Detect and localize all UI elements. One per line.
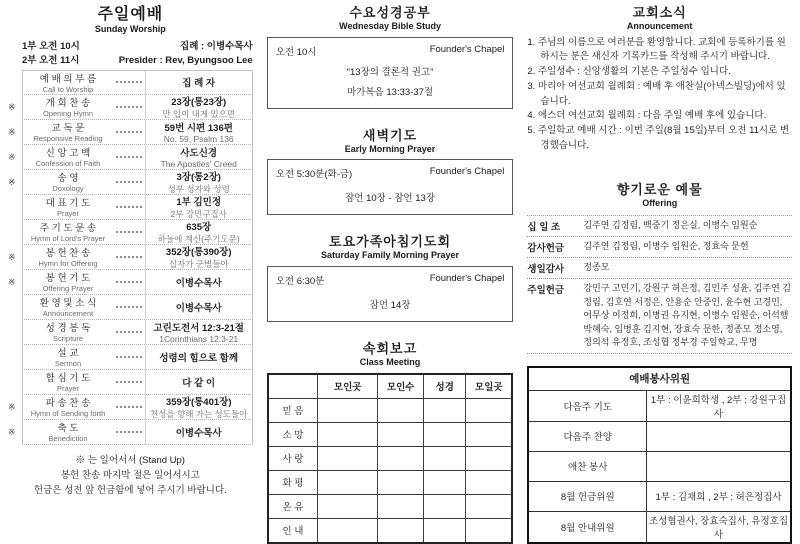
order-value-main: 이병수목사 (175, 277, 222, 289)
section-box (267, 159, 514, 215)
order-value-sub: 하늘에 계신(주기도문) (157, 233, 240, 244)
meeting-passage: 잠언 10장 - 잠언 13장 (345, 193, 435, 205)
section-subtitle: Wednesday Bible Study (339, 20, 441, 31)
order-label-eng: Hymn of Lord's Prayer (30, 234, 106, 244)
offering-names: 김주연 김정림, 백중기 정은실, 이병수 임원순 (583, 220, 758, 231)
empty-cell (318, 398, 378, 422)
order-label-eng: Benediction (48, 434, 88, 444)
order-value-sub: 만 입이 내게 있으면 (162, 108, 236, 119)
section-subtitle: Early Morning Prayer (344, 143, 436, 154)
dotted-leader (113, 270, 145, 294)
empty-cell (318, 518, 378, 543)
volunteer-row (528, 390, 791, 421)
worship-order-row (8, 195, 253, 220)
presider-eng: Presider : Rev, Byungsoo Lee (118, 54, 253, 66)
order-value-main: 3장(통2장) (176, 171, 221, 183)
worship-order-row (8, 370, 253, 395)
order-value-main: 23장(통23장) (171, 96, 227, 108)
order-value-main: 59번 시편 136편 (164, 122, 233, 134)
stand-up-mark: ※ (8, 426, 16, 437)
volunteer-role: 8월 안내위원 (528, 511, 646, 543)
stand-up-mark (8, 320, 22, 345)
offering-names: 김주연 김정림, 이병수 임원순, 정효숙 문헌 (583, 241, 749, 252)
dotted-leader (113, 295, 145, 319)
early-morning-prayer-section (267, 129, 514, 216)
meeting-place: Founder's Chapel (429, 43, 505, 55)
weekly-meetings-panel (267, 5, 514, 538)
presider (119, 40, 253, 68)
dotted-leader (113, 220, 145, 244)
stand-up-mark: ※ (8, 151, 16, 162)
worship-notes (8, 453, 253, 499)
empty-cell (318, 446, 378, 470)
order-value-main: 이병수목사 (175, 302, 222, 314)
class-meeting-header-row (268, 374, 513, 399)
announcement-item: 1. 주님의 이름으로 여러분을 환영합니다. 교회에 등록하기를 원하시는 분은 새신자 기록카드를 작성해 주시기 바랍니다. (527, 36, 786, 63)
offering-row (527, 237, 792, 258)
order-value-main: 사도신경 (180, 147, 218, 159)
dotted-leader (113, 145, 145, 169)
stand-up-mark (8, 295, 22, 320)
empty-cell (466, 470, 513, 494)
stand-up-mark (8, 195, 22, 220)
order-value-sub: 1Corinthians 12:3-21 (159, 333, 239, 344)
class-name: 온 유 (268, 494, 318, 518)
stand-up-mark: ※ (8, 101, 16, 112)
section-box (267, 37, 514, 109)
order-label-eng: Hymn for Offering (38, 259, 98, 269)
empty-cell (424, 494, 466, 518)
order-label-kor: 합 심 기 도 (45, 373, 91, 385)
order-value-sub: 2부 강민구집사 (170, 208, 227, 219)
class-row (268, 422, 513, 446)
order-label-kor: 환 영 및 소 식 (39, 298, 97, 310)
empty-cell (466, 446, 513, 470)
volunteer-names (647, 421, 791, 451)
announcement-subtitle: Announcement (626, 20, 693, 31)
announcement-item: 4. 에스더 여선교회 월례회 : 다음 주일 예배 후에 있습니다. (527, 110, 767, 122)
announcement-item: 3. 마리아 여선교회 월례회 : 예배 후 애찬실(아넥스빌딩)에서 있습니다. (527, 80, 786, 107)
worship-order-row (8, 170, 253, 195)
class-row (268, 470, 513, 494)
volunteer-row (528, 511, 791, 543)
worship-order-row (8, 345, 253, 370)
empty-cell (378, 446, 424, 470)
class-name: 인 내 (268, 518, 318, 543)
order-label-kor: 파 송 찬 송 (45, 398, 91, 410)
dotted-leader (113, 345, 145, 369)
order-value-main: 고린도전서 12:3-21절 (153, 322, 244, 334)
presider-kor: 집례 : 이병수목사 (180, 41, 253, 53)
volunteer-names: 조성협권사, 장효숙집사, 유정호집사 (647, 511, 791, 543)
order-label-kor: 봉 헌 기 도 (45, 273, 91, 285)
order-label-kor: 축 도 (57, 423, 79, 435)
stand-up-mark: ※ (8, 401, 16, 412)
note-offering-hymn: 봉헌 찬송 마지막 절은 일어서시고 (60, 469, 200, 481)
sunday-worship-title: 주일예배 (97, 6, 164, 23)
worship-order-row (8, 120, 253, 145)
offering-type: 생일감사 (527, 264, 565, 276)
order-label-kor: 주 기 도 문 송 (39, 223, 97, 235)
stand-up-mark: ※ (8, 276, 16, 287)
order-value-main: 성령의 힘으로 함께 (159, 352, 239, 364)
class-name: 소 망 (268, 422, 318, 446)
announcement-item: 2. 주일성수 : 신앙생활의 기본은 주일성수 입니다. (527, 66, 731, 78)
class-row (268, 398, 513, 422)
empty-cell (466, 518, 513, 543)
order-label-kor: 개 회 찬 송 (45, 98, 91, 110)
order-value-main: 352장(통390장) (165, 246, 232, 258)
service-time-2: 2부 오전 11시 (22, 54, 80, 66)
order-value-sub: The Apostles' Creed (160, 158, 237, 169)
worship-order-row (8, 220, 253, 245)
empty-cell (318, 470, 378, 494)
stand-up-mark (8, 370, 22, 395)
order-label-kor: 성 경 봉 독 (45, 323, 91, 335)
header-next-place: 모일곳 (466, 374, 513, 399)
order-label-kor: 교 독 문 (51, 123, 85, 135)
header-blank (268, 374, 318, 399)
order-label-kor: 신 앙 고 백 (45, 148, 91, 160)
volunteers-title: 예배봉사위원 (528, 367, 791, 391)
dotted-leader (113, 245, 145, 269)
header-place-met: 모인곳 (318, 374, 378, 399)
worship-order-table (8, 70, 253, 445)
volunteer-role: 애찬 봉사 (528, 451, 646, 481)
offering-section (527, 183, 792, 353)
worship-order-row (8, 70, 253, 95)
dotted-leader (113, 71, 145, 94)
order-label-eng: Hymn of Sending forth (30, 409, 106, 419)
volunteer-role: 다음주 찬양 (528, 421, 646, 451)
empty-cell (424, 422, 466, 446)
volunteer-row (528, 481, 791, 511)
worship-order-row (8, 270, 253, 295)
worship-order-row (8, 95, 253, 120)
worship-order-row (8, 245, 253, 270)
offering-type: 주일헌금 (527, 285, 565, 297)
header-attendance: 모인수 (378, 374, 424, 399)
class-meeting-subtitle: Class Meeting (359, 357, 421, 368)
note-offering-box: 헌금은 성전 앞 헌금함에 넣어 주시기 바랍니다. (33, 485, 227, 497)
class-meeting-section (267, 342, 514, 544)
empty-cell (466, 494, 513, 518)
announcement-title: 교회소식 (632, 5, 687, 20)
empty-cell (424, 470, 466, 494)
empty-cell (378, 398, 424, 422)
service-time-1: 1부 오전 10시 (22, 41, 80, 53)
worship-order-row (8, 295, 253, 320)
meeting-passage: 잠언 14장 (369, 300, 411, 312)
class-row (268, 446, 513, 470)
service-volunteers-table (527, 366, 792, 544)
volunteer-names (647, 451, 791, 481)
volunteer-role: 8월 헌금위원 (528, 481, 646, 511)
offering-row (527, 279, 792, 354)
meeting-time: 오전 6:30분 (275, 276, 325, 288)
order-label-kor: 설 교 (57, 348, 79, 360)
offering-type: 감사헌금 (527, 243, 565, 255)
offering-row (527, 258, 792, 279)
order-label-eng: Scripture (52, 334, 83, 344)
section-subtitle: Saturday Family Morning Prayer (321, 250, 460, 261)
wednesday-bible-study-section (267, 6, 514, 109)
order-label-eng: Opening Hymn (42, 109, 94, 119)
order-label-eng: Doxology (52, 184, 84, 194)
stand-up-mark: ※ (8, 176, 16, 187)
stand-up-mark (8, 70, 22, 95)
empty-cell (318, 422, 378, 446)
section-title: 수요성경공부 (349, 5, 431, 20)
sunday-worship-panel (8, 6, 253, 497)
worship-order-row (8, 420, 253, 445)
offering-row (527, 216, 792, 237)
empty-cell (378, 518, 424, 543)
volunteer-row (528, 421, 791, 451)
class-row (268, 494, 513, 518)
offering-table (527, 215, 792, 354)
class-name: 사 랑 (268, 446, 318, 470)
offering-names: 강민구 고민기, 강원구 허은정, 김민주 성윤, 김주연 김정림, 김호연 서정은, 안용순 안중인, 윤수현 고경민, 어무상 이정희, 이병권 유지현, 이병수 임원순, 이석행 박혜숙, 임병훈 김지현, 장효숙 문한, 정종모 정소영, 정의석 유정호, 조성협 정부경 주일학교, 무명 (583, 283, 791, 348)
sunday-worship-subtitle: Sunday Worship (94, 24, 166, 35)
announcement-list (527, 36, 792, 154)
meeting-time: 오전 5:30분(화-금) (275, 169, 353, 181)
meeting-topic: "13장의 결론적 권고" (346, 66, 434, 78)
empty-cell (378, 470, 424, 494)
worship-order-row (8, 145, 253, 170)
saturday-family-prayer-section (267, 235, 514, 322)
volunteer-names: 1부 : 김채희 , 2부 : 허은정집사 (647, 481, 791, 511)
meeting-passage: 마가복음 13:33-37절 (347, 86, 434, 98)
section-box (267, 266, 514, 322)
volunteer-row (528, 451, 791, 481)
volunteer-role: 다음주 기도 (528, 390, 646, 421)
stand-up-mark (8, 345, 22, 370)
order-label-eng: Sermon (54, 359, 82, 369)
empty-cell (466, 422, 513, 446)
meeting-time: 오전 10시 (275, 46, 317, 58)
dotted-leader (113, 370, 145, 394)
order-label-eng: Call to Worship (42, 84, 94, 94)
note-stand-up: ※ 는 일어서서 (Stand Up) (75, 454, 185, 466)
offering-names: 정종모 (583, 262, 610, 273)
dotted-leader (113, 320, 145, 344)
class-name: 화 평 (268, 470, 318, 494)
order-value-main: 1부 김민정 (176, 196, 222, 208)
dotted-leader (113, 120, 145, 144)
order-label-eng: Prayer (56, 209, 80, 219)
dotted-leader (113, 170, 145, 194)
order-value-main: 다 같 이 (182, 377, 216, 389)
offering-type: 십 일 조 (527, 222, 561, 234)
empty-cell (378, 422, 424, 446)
announcement-item: 5. 주일학교 예배 시간 : 이번 주일(8월 15일)부터 오전 11시로 변경했습니다. (527, 125, 790, 151)
order-value-sub: 십자가 군병들아 (168, 258, 229, 269)
meeting-place: Founder's Chapel (429, 166, 505, 178)
order-value-sub: 성부 성자와 성령 (167, 183, 230, 194)
order-label-eng: Prayer (56, 384, 80, 394)
service-meta (22, 40, 253, 68)
dotted-leader (113, 195, 145, 219)
class-row (268, 518, 513, 543)
dotted-leader (113, 95, 145, 119)
order-label-eng: Confession of Faith (35, 159, 101, 169)
offering-subtitle: Offering (642, 198, 678, 209)
empty-cell (378, 494, 424, 518)
order-label-eng: Announcement (42, 309, 94, 319)
order-label-kor: 대 표 기 도 (45, 198, 91, 210)
meeting-place: Founder's Chapel (429, 273, 505, 285)
section-title: 토요가족아침기도회 (329, 234, 452, 250)
worship-order-row (8, 395, 253, 420)
class-name: 믿 음 (268, 398, 318, 422)
stand-up-mark: ※ (8, 251, 16, 262)
stand-up-mark (8, 220, 22, 245)
dotted-leader (113, 420, 145, 444)
announcement-section (527, 6, 792, 153)
empty-cell (424, 398, 466, 422)
order-label-kor: 봉 헌 찬 송 (45, 248, 91, 260)
header-bible: 성경 (424, 374, 466, 399)
order-value-sub: No. 59, Psalm 136 (163, 133, 234, 144)
order-value-main: 635장 (186, 221, 212, 233)
news-offering-panel (527, 5, 792, 541)
order-label-kor: 송 영 (57, 173, 79, 185)
order-label-eng: Responsive Reading (33, 134, 103, 144)
dotted-leader (113, 395, 145, 419)
worship-order-row (8, 320, 253, 345)
order-label-eng: Offering Prayer (42, 284, 94, 294)
stand-up-mark: ※ (8, 126, 16, 137)
section-title: 새벽기도 (362, 127, 418, 143)
class-meeting-title: 속회보고 (362, 341, 418, 357)
service-times (22, 40, 80, 68)
empty-cell (424, 518, 466, 543)
class-meeting-table (267, 373, 514, 544)
order-value-main: 집 례 자 (182, 78, 216, 90)
volunteer-names: 1부 : 이윤희학생 , 2부 : 강원구집사 (647, 390, 791, 421)
order-label-kor: 예 배 의 부 름 (39, 73, 97, 85)
order-value-sub: 천성을 향해 가는 성도들아 (149, 408, 248, 419)
empty-cell (318, 494, 378, 518)
empty-cell (424, 446, 466, 470)
order-value-main: 359장(통401장) (165, 396, 232, 408)
offering-title: 향기로운 예물 (616, 182, 703, 198)
order-value-main: 이병수목사 (175, 427, 222, 439)
empty-cell (466, 398, 513, 422)
